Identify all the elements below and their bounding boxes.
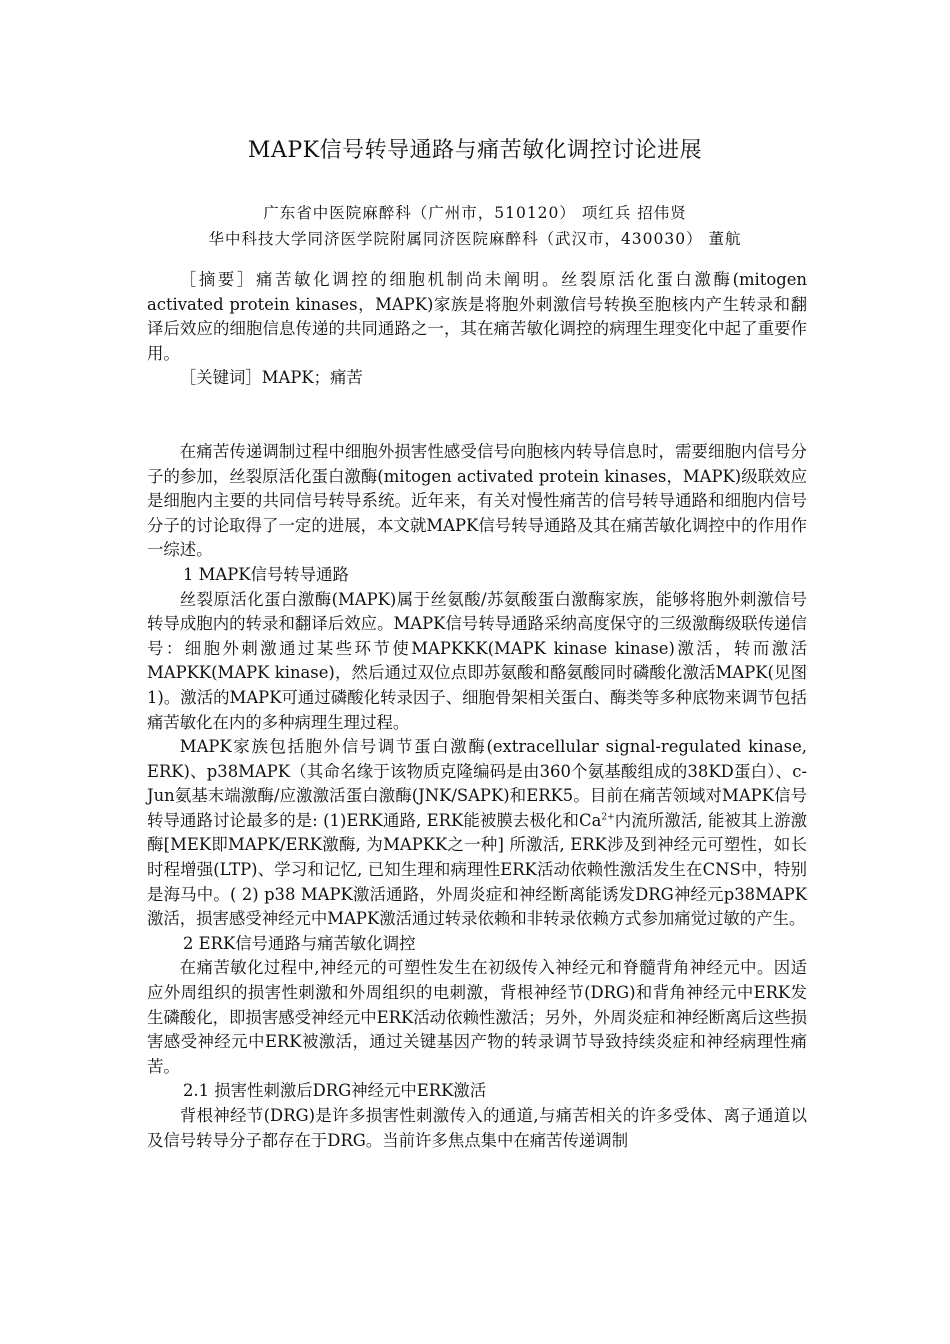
section-1-heading: 1 MAPK信号转导通路 (183, 564, 349, 584)
superscript-charge: 2+ (601, 812, 615, 823)
section-1-paragraph-2-part-a: MAPK家族包括胞外信号调节蛋白激酶(extracellular signal-regulated kinase, ERK)、p38MAPK（其命名缘于该物质克隆编码是由360个氨基酸组成的38KD蛋白）、c-Jun氨基末端激酶/应激激活蛋白激酶(JNK/SAPK)和ERK5。目前在痛苦领域对MAPK信号转导通路讨论最多的是: (1)ERK通路, ERK能被膜去极化和Ca (147, 737, 807, 830)
section-2-paragraph-1: 在痛苦敏化过程中,神经元的可塑性发生在初级传入神经元和脊髓背角神经元中。因适应外周组织的损害性刺激和外周组织的电刺激，背根神经节(DRG)和背角神经元中ERK发生磷酸化，即损害感受神经元中ERK活动依赖性激活；另外，外周炎症和神经断离后这些损害感受神经元中ERK被激活，通过关键基因产物的转录调节导致持续炎症和神经病理性痛苦。 (147, 958, 807, 1076)
keywords-line: ［关键词］MAPK；痛苦 (179, 368, 363, 388)
document-title: MAPK信号转导通路与痛苦敏化调控讨论进展 (247, 138, 703, 163)
intro-paragraph: 在痛苦传递调制过程中细胞外损害性感受信号向胞核内转导信息时，需要细胞内信号分子的参加，丝裂原活化蛋白激酶(mitogen activated protein kinases，MAPK)级联效应是细胞内主要的共同信号转导系统。近年来，有关对慢性痛苦的信号转导通路和细胞内信号分子的讨论取得了一定的进展，本文就MAPK信号转导通路及其在痛苦敏化调控中的作用作一综述。 (147, 441, 807, 560)
section-1-paragraph-2-part-b: 内流所激活, 能被其上游激酶[MEK即MAPK/ERK激酶, 为MAPKK之一种] 所激活, ERK涉及到神经元可塑性，如长时程增强(LTP)、学习和记忆, 已知生理和病理性ERK活动依赖性激活发生在CNS中，特别是海马中。( 2) p38 MAPK激活通路，外周炎症和神经断离能诱发DRG神经元p38MAPK激活，损害感受神经元中MAPK激活通过转录依赖和非转录依赖方式参加痛觉过敏的产生。 (147, 810, 807, 929)
document-body (147, 268, 807, 1153)
affiliation-line-1: 广东省中医院麻醉科（广州市，510120） 项红兵 招伟贤 (263, 204, 687, 222)
paragraph-gap (147, 391, 807, 440)
section-2-1-paragraph-1: 背根神经节(DRG)是许多损害性刺激传入的通道,与痛苦相关的许多受体、离子通道以及信号转导分子都存在于DRG。当前许多焦点集中在痛苦传递调制 (147, 1106, 807, 1150)
section-1-paragraph-2 (147, 735, 807, 932)
section-2-1-heading: 2.1 损害性刺激后DRG神经元中ERK激活 (183, 1081, 487, 1101)
affiliation-line-2: 华中科技大学同济医学院附属同济医院麻醉科（武汉市，430030） 董航 (208, 230, 742, 248)
section-2-heading: 2 ERK信号通路与痛苦敏化调控 (183, 933, 416, 953)
abstract-paragraph: ［摘要］痛苦敏化调控的细胞机制尚未阐明。丝裂原活化蛋白激酶(mitogen activated protein kinases，MAPK)家族是将胞外刺激信号转换至胞核内产生转录和翻译后效应的细胞信息传递的共同通路之一，其在痛苦敏化调控的病理生理变化中起了重要作用。 (147, 270, 807, 363)
section-1-paragraph-1: 丝裂原活化蛋白激酶(MAPK)属于丝氨酸/苏氨酸蛋白激酶家族，能够将胞外刺激信号转导成胞内的转录和翻译后效应。MAPK信号转导通路采纳高度保守的三级激酶级联传递信号：细胞外刺激通过某些环节使MAPKKK(MAPK kinase kinase)激活，转而激活MAPKK(MAPK kinase)，然后通过双位点即苏氨酸和酪氨酸同时磷酸化激活MAPK(见图1)。激活的MAPK可通过磷酸化转录因子、细胞骨架相关蛋白、酶类等多种底物来调节包括痛苦敏化在内的多种病理生理过程。 (147, 589, 807, 732)
